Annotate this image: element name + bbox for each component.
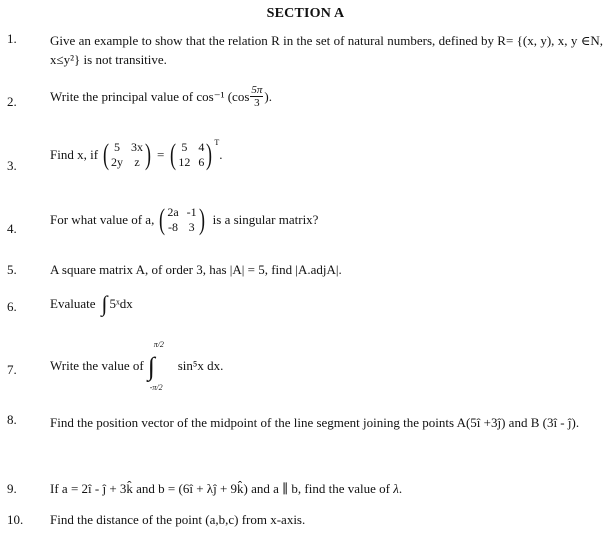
upper-limit: π/2 [153,340,164,349]
question-number: 3. [7,158,17,173]
fraction [250,84,263,109]
matrix-right [178,141,204,169]
matrix-cell: 12 [178,155,191,169]
lambda-symbol: λ [393,481,399,496]
question-suffix: . [219,147,223,162]
question-text: Give an example to show that the relation R in the set of natural numbers, defined by R= {(x, y), x, y ∈N, x≤y²} is not transitive. [50,33,603,67]
question-number: 9. [7,481,17,496]
matrix-cell: 4 [198,140,205,154]
left-paren: ( [103,138,110,171]
question-suffix: . [398,481,403,496]
question-prefix: If [50,481,59,496]
definite-integral [146,340,164,392]
question-number: 7. [7,362,17,377]
matrix-cell: 5 [114,140,121,154]
question-number: 4. [7,221,17,236]
matrix-cell: 6 [198,155,205,169]
fraction-denominator: 3 [254,97,260,109]
question-number: 5. [7,262,17,277]
question-text [50,340,223,392]
question-prefix: For what value of a, [50,212,155,227]
integral-expression: 5ˣdx [109,296,133,311]
matrix-cell: 3 [188,220,195,234]
matrix-cell: 5 [181,140,188,154]
matrix-cell: 2y [111,155,124,169]
question-number: 2. [7,94,17,109]
fraction-numerator: 5π [251,84,263,96]
vector-condition: a = 2î - ĵ + 3k̂ and b = (6î + λĵ + 9k̂) and a ∥ b, find the value of [61,481,390,496]
question-suffix: ). [264,88,272,104]
matrix-cell: 2a [167,205,179,219]
lower-limit: -π/2 [149,383,163,392]
question-suffix: is a singular matrix? [212,212,319,227]
right-paren: ) [206,138,213,171]
question-text [50,140,223,170]
section-title: SECTION A [266,6,345,21]
matrix-cell: 3x [131,140,144,154]
question-number: 10. [7,512,24,527]
integral-expression: sin⁵x dx. [177,358,224,373]
question-number: 8. [7,412,17,427]
left-paren: ( [159,203,166,236]
equals-sign: = [157,147,165,162]
integral-sign: ∫ [101,291,108,316]
transpose-sup: T [214,138,220,147]
question-text [50,84,272,109]
left-paren: ( [170,138,177,171]
question-prefix: Write the value of [50,358,144,373]
question-prefix: Evaluate [50,296,96,311]
question-number: 6. [7,299,17,314]
matrix [167,206,196,234]
question-text [50,291,133,316]
question-text: Find the position vector of the midpoint of the line segment joining the points A(5î +3ĵ) and B (3î - ĵ). [50,415,580,430]
question-text: A square matrix A, of order 3, has |A| = 5, find |A.adjA|. [50,262,342,277]
right-paren: ) [145,138,152,171]
integral-sign: ∫ [147,352,155,381]
matrix-cell: -1 [186,205,197,219]
question-number: 1. [7,31,17,46]
matrix-cell: -8 [168,220,178,234]
question-prefix: Write the principal value of cos⁻¹ (cos [50,88,250,104]
question-text [50,481,402,497]
right-paren: ) [198,203,205,236]
question-text [50,205,318,235]
question-text: Find the distance of the point (a,b,c) from x-axis. [50,512,306,527]
question-prefix: Find x, if [50,147,99,162]
matrix-left [111,141,143,169]
matrix-cell: z [134,155,140,169]
